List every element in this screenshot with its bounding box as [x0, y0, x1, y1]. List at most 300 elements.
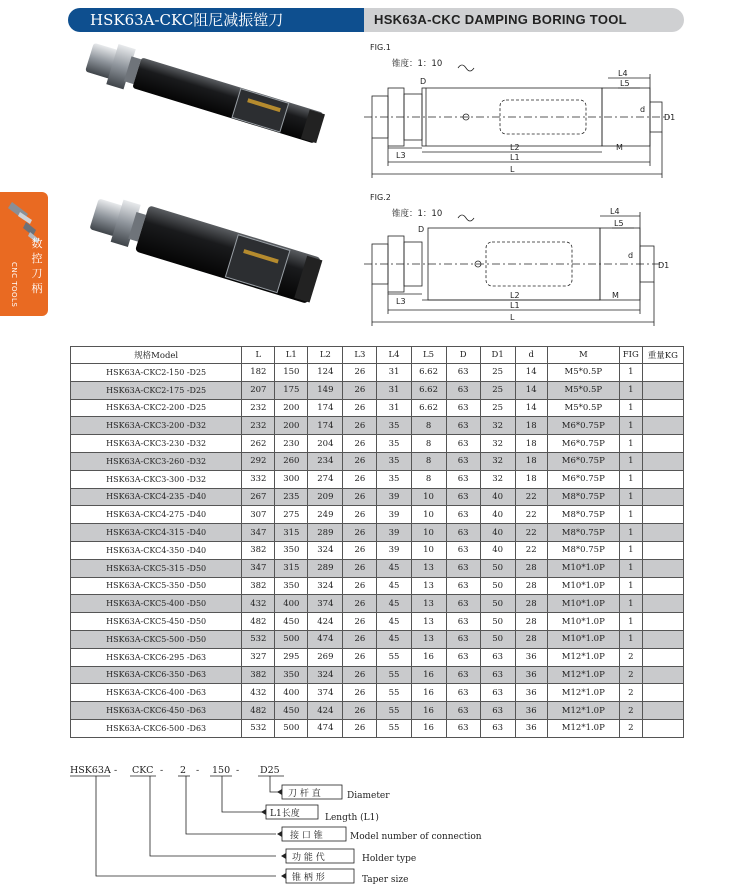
- table-cell: 26: [343, 435, 377, 453]
- table-cell: 474: [308, 719, 343, 737]
- table-cell: 1: [619, 381, 642, 399]
- fig1-dim-L1: L1: [510, 153, 520, 162]
- table-cell: 50: [480, 577, 515, 595]
- table-cell: 2: [619, 719, 642, 737]
- table-cell: [642, 630, 683, 648]
- table-cell: 6.62: [411, 399, 446, 417]
- table-cell: 39: [377, 541, 411, 559]
- table-cell: 32: [480, 435, 515, 453]
- table-cell: 63: [446, 595, 480, 613]
- table-cell: 40: [480, 541, 515, 559]
- table-cell: 36: [515, 719, 547, 737]
- table-cell: 234: [308, 452, 343, 470]
- table-cell: 26: [343, 666, 377, 684]
- fig2-dim-L5: L5: [614, 219, 624, 228]
- table-cell: 55: [377, 684, 411, 702]
- col-M: M: [547, 347, 619, 364]
- table-row: [71, 364, 684, 382]
- table-cell: 50: [480, 595, 515, 613]
- table-cell: M6*0.75P: [547, 470, 619, 488]
- table-cell: 13: [411, 613, 446, 631]
- table-cell: [642, 399, 683, 417]
- fig2-dim-M: M: [612, 291, 619, 300]
- table-row: [71, 381, 684, 399]
- table-cell: 39: [377, 488, 411, 506]
- table-cell: 400: [275, 595, 308, 613]
- table-cell: [642, 364, 683, 382]
- table-cell: [642, 435, 683, 453]
- table-cell: 10: [411, 541, 446, 559]
- fig2-dim-D: D: [418, 225, 425, 234]
- code-sep-1: -: [114, 765, 118, 776]
- legend-connection-cn: 接 口 锥: [290, 831, 323, 841]
- model-cell: HSK63A-CKC2-175 -D25: [71, 381, 242, 399]
- table-cell: 63: [480, 719, 515, 737]
- table-cell: M8*0.75P: [547, 506, 619, 524]
- table-cell: 182: [242, 364, 275, 382]
- table-cell: 63: [446, 648, 480, 666]
- table-cell: M5*0.5P: [547, 399, 619, 417]
- model-cell: HSK63A-CKC5-400 -D50: [71, 595, 242, 613]
- table-cell: 332: [242, 470, 275, 488]
- col-D: D: [446, 347, 480, 364]
- table-row: [71, 399, 684, 417]
- table-cell: 295: [275, 648, 308, 666]
- col-L: L: [242, 347, 275, 364]
- table-cell: 22: [515, 524, 547, 542]
- table-cell: [642, 577, 683, 595]
- table-cell: 31: [377, 381, 411, 399]
- table-cell: M6*0.75P: [547, 417, 619, 435]
- table-cell: 204: [308, 435, 343, 453]
- table-cell: 1: [619, 506, 642, 524]
- fig1-dim-M: M: [616, 143, 623, 152]
- table-cell: 63: [446, 524, 480, 542]
- table-cell: 36: [515, 666, 547, 684]
- table-cell: 22: [515, 541, 547, 559]
- table-cell: 63: [446, 399, 480, 417]
- table-cell: 235: [275, 488, 308, 506]
- table-cell: M10*1.0P: [547, 595, 619, 613]
- table-cell: 382: [242, 541, 275, 559]
- table-body: [71, 364, 684, 738]
- legend-diameter-en: Diameter: [347, 791, 390, 801]
- table-cell: 300: [275, 470, 308, 488]
- table-cell: 63: [446, 435, 480, 453]
- table-cell: 55: [377, 648, 411, 666]
- table-cell: 374: [308, 684, 343, 702]
- table-cell: 315: [275, 524, 308, 542]
- table-cell: 25: [480, 364, 515, 382]
- table-cell: 63: [446, 541, 480, 559]
- table-cell: 2: [619, 684, 642, 702]
- fig2-dim-d: d: [628, 251, 634, 260]
- table-cell: 432: [242, 684, 275, 702]
- table-cell: 55: [377, 719, 411, 737]
- table-cell: 25: [480, 399, 515, 417]
- table-cell: 1: [619, 470, 642, 488]
- table-cell: 45: [377, 613, 411, 631]
- fig1-dim-L2: L2: [510, 143, 520, 152]
- table-cell: 63: [446, 666, 480, 684]
- table-cell: 8: [411, 452, 446, 470]
- table-cell: 36: [515, 684, 547, 702]
- table-row: [71, 417, 684, 435]
- col-L5: L5: [411, 347, 446, 364]
- model-cell: HSK63A-CKC6-295 -D63: [71, 648, 242, 666]
- table-cell: [642, 702, 683, 720]
- table-cell: 26: [343, 417, 377, 435]
- table-cell: 10: [411, 506, 446, 524]
- table-cell: 26: [343, 559, 377, 577]
- table-cell: 63: [446, 506, 480, 524]
- side-tab: [0, 192, 48, 316]
- table-cell: 350: [275, 541, 308, 559]
- table-cell: 532: [242, 630, 275, 648]
- table-cell: [642, 506, 683, 524]
- table-cell: [642, 524, 683, 542]
- col-L1: L1: [275, 347, 308, 364]
- table-cell: 200: [275, 399, 308, 417]
- table-cell: 267: [242, 488, 275, 506]
- table-cell: 40: [480, 488, 515, 506]
- model-cell: HSK63A-CKC2-150 -D25: [71, 364, 242, 382]
- legend-taper-cn: 锥 柄 形: [292, 873, 325, 883]
- table-cell: 18: [515, 435, 547, 453]
- table-cell: 28: [515, 595, 547, 613]
- table-cell: 26: [343, 364, 377, 382]
- table-cell: 1: [619, 364, 642, 382]
- table-cell: 18: [515, 452, 547, 470]
- table-cell: 25: [480, 381, 515, 399]
- table-cell: M12*1.0P: [547, 702, 619, 720]
- table-cell: 26: [343, 399, 377, 417]
- table-row: [71, 452, 684, 470]
- table-cell: 1: [619, 524, 642, 542]
- table-cell: 450: [275, 613, 308, 631]
- table-cell: [642, 684, 683, 702]
- table-cell: 14: [515, 364, 547, 382]
- fig1-taper: 锥度：1：10: [392, 59, 443, 69]
- model-cell: HSK63A-CKC3-260 -D32: [71, 452, 242, 470]
- table-cell: 26: [343, 702, 377, 720]
- table-cell: 63: [446, 417, 480, 435]
- table-cell: [642, 666, 683, 684]
- model-cell: HSK63A-CKC3-300 -D32: [71, 470, 242, 488]
- table-cell: 26: [343, 595, 377, 613]
- table-cell: 274: [308, 470, 343, 488]
- legend-holder-cn: 功 能 代: [292, 853, 325, 863]
- table-cell: M10*1.0P: [547, 613, 619, 631]
- table-row: [71, 470, 684, 488]
- table-cell: 275: [275, 506, 308, 524]
- title-en: HSK63A-CKC DAMPING BORING TOOL: [364, 8, 684, 32]
- table-row: [71, 559, 684, 577]
- col-fig: FIG: [619, 347, 642, 364]
- table-cell: 232: [242, 417, 275, 435]
- table-cell: 16: [411, 648, 446, 666]
- table-cell: 50: [480, 613, 515, 631]
- table-cell: 432: [242, 595, 275, 613]
- table-cell: 35: [377, 452, 411, 470]
- legend-holder-en: Holder type: [362, 854, 417, 864]
- table-cell: 450: [275, 702, 308, 720]
- table-cell: M12*1.0P: [547, 684, 619, 702]
- fig1-dim-L5: L5: [620, 79, 630, 88]
- col-model: 规格Model: [71, 347, 242, 364]
- table-cell: 1: [619, 488, 642, 506]
- table-cell: 26: [343, 381, 377, 399]
- table-cell: 28: [515, 559, 547, 577]
- model-cell: HSK63A-CKC3-200 -D32: [71, 417, 242, 435]
- fig1-dim-D: D: [420, 77, 427, 86]
- table-cell: [642, 541, 683, 559]
- table-cell: M5*0.5P: [547, 381, 619, 399]
- table-cell: 200: [275, 417, 308, 435]
- table-cell: 327: [242, 648, 275, 666]
- col-weight: 重量KG: [642, 347, 683, 364]
- table-row: [71, 719, 684, 737]
- table-cell: 532: [242, 719, 275, 737]
- legend-diameter-cn: 刀 杆 直: [288, 789, 321, 799]
- table-cell: 26: [343, 719, 377, 737]
- model-cell: HSK63A-CKC5-350 -D50: [71, 577, 242, 595]
- table-cell: 63: [446, 630, 480, 648]
- model-cell: HSK63A-CKC5-500 -D50: [71, 630, 242, 648]
- code-sep-3: -: [196, 765, 200, 776]
- table-cell: 40: [480, 524, 515, 542]
- table-cell: 26: [343, 524, 377, 542]
- table-cell: 26: [343, 684, 377, 702]
- table-cell: 45: [377, 559, 411, 577]
- table-cell: 307: [242, 506, 275, 524]
- table-cell: 8: [411, 435, 446, 453]
- fig2-dim-L3: L3: [396, 297, 406, 306]
- table-cell: 63: [446, 684, 480, 702]
- table-cell: 13: [411, 630, 446, 648]
- table-cell: 22: [515, 488, 547, 506]
- table-cell: 13: [411, 577, 446, 595]
- table-cell: 16: [411, 666, 446, 684]
- col-L4: L4: [377, 347, 411, 364]
- fig1-dim-L3: L3: [396, 151, 406, 160]
- table-cell: M6*0.75P: [547, 435, 619, 453]
- table-cell: 174: [308, 417, 343, 435]
- table-cell: 2: [619, 666, 642, 684]
- side-tab-cn: 数控刀柄: [31, 237, 43, 295]
- fig2-dim-L1: L1: [510, 301, 520, 310]
- table-header-row: [71, 347, 684, 364]
- table-cell: 18: [515, 470, 547, 488]
- table-cell: 292: [242, 452, 275, 470]
- table-cell: M6*0.75P: [547, 452, 619, 470]
- table-cell: M8*0.75P: [547, 524, 619, 542]
- table-cell: 209: [308, 488, 343, 506]
- fig2-dim-L: L: [510, 313, 515, 322]
- table-cell: 26: [343, 577, 377, 595]
- table-cell: M10*1.0P: [547, 559, 619, 577]
- table-cell: 63: [446, 364, 480, 382]
- table-cell: 1: [619, 559, 642, 577]
- fig1-dim-d: d: [640, 105, 646, 114]
- table-cell: 1: [619, 630, 642, 648]
- table-cell: 63: [446, 559, 480, 577]
- table-cell: 324: [308, 666, 343, 684]
- table-cell: 26: [343, 541, 377, 559]
- code-seg-taper: HSK63A: [70, 765, 111, 776]
- table-row: [71, 435, 684, 453]
- model-cell: HSK63A-CKC6-350 -D63: [71, 666, 242, 684]
- table-cell: 249: [308, 506, 343, 524]
- table-cell: 6.62: [411, 381, 446, 399]
- table-row: [71, 488, 684, 506]
- fig1-dim-L4: L4: [618, 69, 628, 78]
- table-cell: M12*1.0P: [547, 666, 619, 684]
- table-cell: 374: [308, 595, 343, 613]
- table-cell: 474: [308, 630, 343, 648]
- table-cell: 1: [619, 399, 642, 417]
- table-cell: 324: [308, 577, 343, 595]
- table-cell: [642, 452, 683, 470]
- table-cell: 16: [411, 719, 446, 737]
- model-cell: HSK63A-CKC2-200 -D25: [71, 399, 242, 417]
- table-cell: 8: [411, 470, 446, 488]
- table-cell: 26: [343, 452, 377, 470]
- table-cell: 63: [446, 381, 480, 399]
- table-cell: M12*1.0P: [547, 648, 619, 666]
- table-cell: 26: [343, 470, 377, 488]
- table-cell: 63: [480, 702, 515, 720]
- table-row: [71, 506, 684, 524]
- table-cell: 482: [242, 613, 275, 631]
- table-cell: 31: [377, 399, 411, 417]
- table-cell: [642, 470, 683, 488]
- legend-length-en: Length (L1): [325, 813, 379, 823]
- table-cell: 2: [619, 648, 642, 666]
- table-cell: 13: [411, 559, 446, 577]
- code-sep-4: -: [236, 765, 240, 776]
- code-sep-2: -: [160, 765, 164, 776]
- table-cell: [642, 381, 683, 399]
- table-cell: 36: [515, 648, 547, 666]
- table-cell: [642, 595, 683, 613]
- table-cell: 35: [377, 435, 411, 453]
- col-L2: L2: [308, 347, 343, 364]
- table-cell: 500: [275, 630, 308, 648]
- table-cell: 63: [446, 702, 480, 720]
- table-cell: 1: [619, 577, 642, 595]
- table-cell: 347: [242, 559, 275, 577]
- legend-length-cn: L1长度: [270, 809, 300, 819]
- table-cell: 32: [480, 470, 515, 488]
- table-cell: 289: [308, 559, 343, 577]
- table-cell: 289: [308, 524, 343, 542]
- table-cell: 482: [242, 702, 275, 720]
- table-cell: M10*1.0P: [547, 630, 619, 648]
- table-cell: 14: [515, 381, 547, 399]
- legend-connection-en: Model number of connection: [350, 832, 482, 842]
- code-seg-type: CKC: [132, 765, 154, 776]
- table-cell: 39: [377, 506, 411, 524]
- table-cell: M10*1.0P: [547, 577, 619, 595]
- model-cell: HSK63A-CKC4-275 -D40: [71, 506, 242, 524]
- table-cell: 39: [377, 524, 411, 542]
- table-cell: 63: [446, 452, 480, 470]
- table-cell: [642, 719, 683, 737]
- table-cell: 28: [515, 577, 547, 595]
- legend-taper-en: Taper size: [362, 875, 409, 885]
- table-cell: 382: [242, 666, 275, 684]
- table-cell: 55: [377, 666, 411, 684]
- side-tab-en: CNC TOOLS: [10, 262, 18, 308]
- table-cell: 269: [308, 648, 343, 666]
- table-cell: 31: [377, 364, 411, 382]
- fig2-label: FIG.2: [370, 193, 391, 202]
- table-row: [71, 684, 684, 702]
- table-cell: 63: [480, 666, 515, 684]
- table-cell: M8*0.75P: [547, 488, 619, 506]
- table-cell: 8: [411, 417, 446, 435]
- table-row: [71, 630, 684, 648]
- table-row: [71, 541, 684, 559]
- code-seg-connection: 2: [180, 765, 187, 776]
- model-cell: HSK63A-CKC5-315 -D50: [71, 559, 242, 577]
- table-cell: 2: [619, 702, 642, 720]
- model-cell: HSK63A-CKC6-400 -D63: [71, 684, 242, 702]
- table-cell: 14: [515, 399, 547, 417]
- table-cell: 500: [275, 719, 308, 737]
- table-cell: 26: [343, 648, 377, 666]
- table-cell: 324: [308, 541, 343, 559]
- table-cell: 149: [308, 381, 343, 399]
- table-row: [71, 595, 684, 613]
- table-cell: 260: [275, 452, 308, 470]
- table-cell: M5*0.5P: [547, 364, 619, 382]
- table-cell: 124: [308, 364, 343, 382]
- model-cell: HSK63A-CKC5-450 -D50: [71, 613, 242, 631]
- title-cn: HSK63A-CKC阻尼减振镗刀: [68, 8, 364, 32]
- table-cell: 6.62: [411, 364, 446, 382]
- table-cell: 26: [343, 506, 377, 524]
- figure-2-drawing: [360, 188, 680, 338]
- table-cell: 63: [446, 488, 480, 506]
- col-L3: L3: [343, 347, 377, 364]
- table-cell: [642, 417, 683, 435]
- table-cell: [642, 648, 683, 666]
- table-cell: 45: [377, 595, 411, 613]
- product-photo-1: [76, 38, 336, 162]
- table-cell: 1: [619, 541, 642, 559]
- table-cell: 1: [619, 452, 642, 470]
- table-cell: 150: [275, 364, 308, 382]
- table-cell: 63: [480, 684, 515, 702]
- table-row: [71, 613, 684, 631]
- table-row: [71, 524, 684, 542]
- table-cell: 26: [343, 488, 377, 506]
- fig1-label: FIG.1: [370, 43, 391, 52]
- model-cell: HSK63A-CKC4-350 -D40: [71, 541, 242, 559]
- model-cell: HSK63A-CKC3-230 -D32: [71, 435, 242, 453]
- table-cell: 28: [515, 630, 547, 648]
- table-cell: 10: [411, 524, 446, 542]
- col-d: d: [515, 347, 547, 364]
- table-cell: 63: [446, 613, 480, 631]
- table-cell: 32: [480, 417, 515, 435]
- table-cell: 18: [515, 417, 547, 435]
- fig2-dim-D1: D1: [658, 261, 670, 270]
- model-cell: HSK63A-CKC6-450 -D63: [71, 702, 242, 720]
- table-cell: 16: [411, 684, 446, 702]
